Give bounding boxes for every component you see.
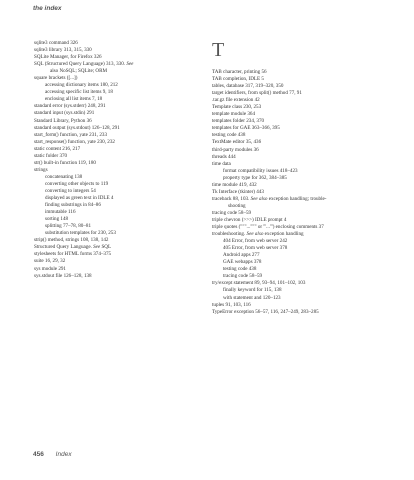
index-entry: also NoSQL; SQLite; ORM: [50, 68, 108, 75]
index-entry: sqlite3 command 326: [34, 40, 78, 46]
index-entry: troubleshooting. See also exception handling: [212, 231, 304, 238]
index-entry: triple quotes ("""...""" or '''...''') enclosing comments 37: [212, 224, 324, 231]
index-entry: SQLite Manager, for Firefox 326: [34, 54, 102, 61]
index-entry: TAB character, printing 56: [212, 69, 267, 75]
index-entry: testing code 438: [223, 266, 257, 273]
index-entry: strip() method, strings 108, 138, 142: [34, 237, 109, 244]
index-entry: tracing code 58–59: [212, 209, 252, 216]
index-entry: sorting 148: [45, 216, 69, 223]
index-entry: accessing specific list items 9, 18: [45, 89, 113, 96]
index-entry: tables, database 317, 319–320, 350: [212, 83, 284, 90]
index-entry: format compatibility issues 418–423: [223, 167, 298, 174]
index-entry: GAE webapps 378: [223, 259, 262, 266]
index-entry: stylesheets for HTML forms 374–375: [34, 251, 112, 258]
index-entry: time data: [212, 160, 231, 167]
index-entry: sqlite3 library 313, 315, 330: [34, 47, 92, 54]
index-entry: Standard Library, Python 36: [34, 117, 92, 124]
index-entry: tuples 91, 103, 116: [212, 301, 251, 308]
index-entry: templates folder 234, 370: [212, 118, 265, 125]
index-entry: static folder 370: [34, 152, 68, 159]
index-entry: Tk Interface (tkinter) 443: [212, 188, 264, 195]
index-entry: TAB completion, IDLE 5: [212, 76, 264, 83]
index-entry: with statement and 120–123: [223, 294, 281, 301]
index-entry: SQL (Structured Query Language) 313, 330. See: [34, 61, 134, 68]
index-entry: standard error (sys.stderr) 248, 291: [34, 103, 106, 110]
index-entry: immutable 116: [45, 209, 76, 216]
index-entry: 405 Error, from web server 378: [223, 245, 288, 252]
index-entry: property type for 362, 384–385: [223, 174, 287, 181]
index-entry: .tar.gz file extension 42: [212, 97, 260, 104]
index-entry: third-party modules 36: [212, 146, 259, 153]
index-entry: threads 444: [212, 153, 236, 160]
index-entry: static content 216, 217: [34, 145, 81, 152]
index-entry: tracing code 58–59: [223, 273, 263, 280]
index-entry: substitution templates for 230, 253: [45, 230, 116, 237]
page-number: 456: [33, 451, 44, 458]
index-entry: strings: [34, 166, 48, 173]
index-entry: 404 Error, from web server 242: [223, 238, 288, 245]
index-entries-t: [212, 69, 394, 316]
index-entry: templates for GAE 363–366, 395: [212, 125, 280, 132]
index-entry: converting other objects to 119: [45, 180, 109, 187]
index-entry: sys.stdout file 126–128, 138: [34, 272, 92, 279]
index-entry: standard input (sys.stdin) 291: [34, 110, 95, 117]
index-entry: start_form() function, yate 231, 233: [34, 131, 107, 138]
index-column-left: [34, 40, 200, 280]
running-head: the index: [33, 5, 62, 12]
index-entry: triple chevron (>>>) IDLE prompt 4: [212, 216, 287, 223]
index-entry: splitting 77–78, 80–81: [45, 223, 91, 230]
index-entry: finally keyword for 115, 138: [223, 287, 282, 294]
index-entry: sys module 291: [34, 265, 66, 272]
index-column-right: [212, 40, 394, 316]
index-entry: Template class 230, 253: [212, 104, 262, 111]
index-entry: time module 419, 432: [212, 181, 257, 188]
index-entry: start_response() function, yate 230, 232: [34, 138, 115, 145]
index-entry: TextMate editor 35, 436: [212, 139, 262, 146]
index-entry: square brackets ([...]): [34, 75, 78, 82]
index-entry: accessing dictionary items 180, 212: [45, 82, 118, 89]
index-entry: enclosing all list items 7, 18: [45, 96, 103, 103]
page-footer: [33, 451, 72, 458]
index-entry: Android apps 277: [223, 252, 260, 259]
index-entry: str() built-in function 119, 180: [34, 159, 96, 166]
footer-label: Index: [55, 451, 72, 458]
index-entry: template module 364: [212, 111, 256, 118]
index-entry: finding substrings in 84–86: [45, 202, 101, 209]
index-entry: shooting: [228, 202, 246, 209]
index-entry: traceback 88, 103. See also exception handling; trouble-: [212, 195, 327, 202]
index-entry: displayed as green text in IDLE 4: [45, 195, 114, 202]
index-entry: standard output (sys.stdout) 126–128, 291: [34, 124, 120, 131]
index-entry: testing code 438: [212, 132, 246, 139]
section-letter: T: [212, 39, 225, 61]
index-entry: suite 16, 29, 32: [34, 258, 66, 265]
index-entry: try/except statement 89, 93–94, 101–102, 103: [212, 280, 306, 287]
index-entry: TypeError exception 56–57, 116, 247–249, 283–285: [212, 308, 319, 315]
index-entry: converting to integers 54: [45, 187, 96, 194]
index-entry: Structured Query Language. See SQL: [34, 244, 112, 251]
index-entry: target identifiers, from split() method 77, 91: [212, 90, 302, 97]
index-entry: concatenating 138: [45, 173, 83, 180]
